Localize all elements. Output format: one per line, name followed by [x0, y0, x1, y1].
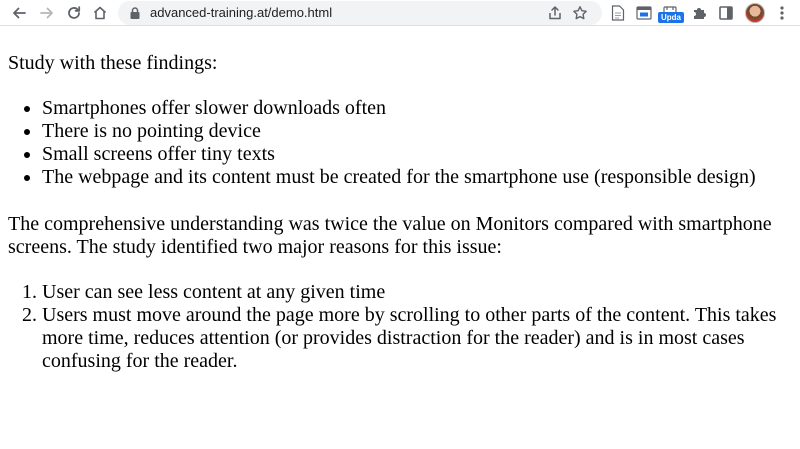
document-icon: [611, 5, 625, 21]
extension-window[interactable]: [634, 3, 654, 23]
browser-toolbar: [0, 0, 800, 26]
url-text[interactable]: advanced-training.at/demo.html: [150, 5, 333, 20]
list-item: • Small screens offer tiny texts: [42, 143, 798, 166]
puzzle-icon: [691, 5, 707, 21]
arrow-right-icon: [39, 5, 55, 21]
arrow-left-icon: [11, 5, 27, 21]
extension-document[interactable]: [608, 3, 628, 23]
reasons-list: [8, 281, 798, 373]
window-icon: [636, 6, 652, 20]
intro-text: Study with these findings:: [8, 52, 218, 74]
star-icon: [572, 5, 588, 21]
share-button[interactable]: [546, 4, 564, 22]
bookmark-button[interactable]: [571, 4, 589, 22]
kebab-menu-icon: [779, 5, 785, 21]
side-panel-button[interactable]: [716, 3, 736, 23]
reload-button[interactable]: [63, 2, 85, 24]
address-bar[interactable]: [118, 1, 602, 25]
list-item: 1. User can see less content at any given time: [42, 281, 798, 304]
share-icon: [547, 5, 563, 21]
findings-list: [8, 97, 798, 189]
list-item: • Smartphones offer slower downloads often: [42, 97, 798, 120]
list-item: • There is no pointing device: [42, 120, 798, 143]
list-item: • The webpage and its content must be created for the smartphone use (responsible design): [42, 166, 798, 189]
profile-avatar[interactable]: [745, 3, 765, 23]
browser-menu-button[interactable]: [772, 3, 792, 23]
back-button[interactable]: [8, 2, 30, 24]
extension-badge: Upda: [658, 12, 684, 23]
reload-icon: [66, 5, 82, 21]
forward-button[interactable]: [36, 2, 58, 24]
home-button[interactable]: [89, 2, 111, 24]
extensions-button[interactable]: [689, 3, 709, 23]
lock-icon[interactable]: [128, 6, 142, 20]
page-content: [8, 26, 798, 373]
summary-text: The comprehensive understanding was twice the value on Monitors compared with smartphone screens. The study identified two major reasons for this issue:: [8, 213, 772, 258]
side-panel-icon: [718, 5, 734, 21]
home-icon: [92, 5, 108, 21]
list-item: 2. Users must move around the page more by scrolling to other parts of the content. This takes more time, reduces attention (or provides distraction for the reader) and is in most cases confusing for the reader.: [42, 304, 798, 373]
